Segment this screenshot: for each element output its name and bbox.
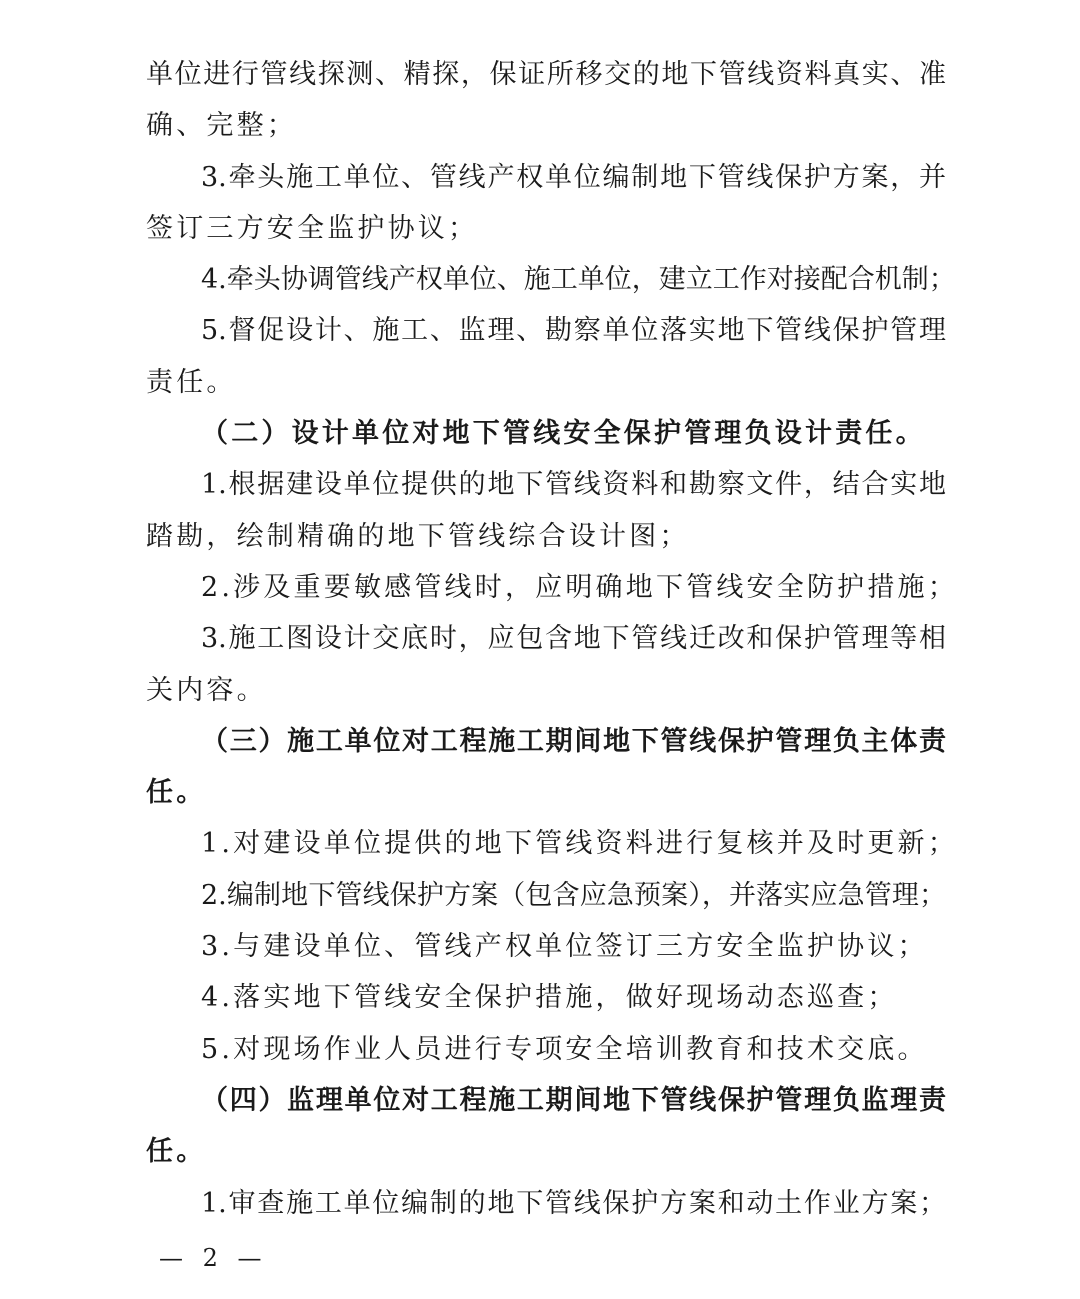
paragraph-line: 签订三方安全监护协议； — [146, 212, 479, 244]
list-item-line: 5.督促设计、施工、监理、勘察单位落实地下管线保护管理 — [201, 315, 946, 347]
list-item-line: 4.牵头协调管线产权单位、施工单位，建立工作对接配合机制； — [201, 264, 956, 296]
section-heading-continuation: 任。 — [146, 1136, 207, 1168]
paragraph-line: 踏勘，绘制精确的地下管线综合设计图； — [146, 520, 690, 552]
list-item-line: 4.落实地下管线安全保护措施，做好现场动态巡查； — [201, 982, 898, 1014]
list-item-line: 1.对建设单位提供的地下管线资料进行复核并及时更新； — [201, 828, 958, 860]
list-item-line: 2.编制地下管线保护方案（包含应急预案），并落实应急管理； — [201, 879, 946, 911]
section-heading-continuation: 任。 — [146, 777, 207, 809]
list-item-line: 3.施工图设计交底时，应包含地下管线迁改和保护管理等相 — [201, 623, 946, 655]
list-item-line: 2.涉及重要敏感管线时，应明确地下管线安全防护措施； — [201, 571, 958, 603]
section-heading: （四）监理单位对工程施工期间地下管线保护管理负监理责 — [201, 1084, 946, 1116]
list-item-line: 3.与建设单位、管线产权单位签订三方安全监护协议； — [201, 931, 928, 963]
section-heading: （三）施工单位对工程施工期间地下管线保护管理负主体责 — [201, 725, 946, 757]
list-item-line: 1.审查施工单位编制的地下管线保护方案和动土作业方案； — [201, 1187, 946, 1219]
list-item-line: 5.对现场作业人员进行专项安全培训教育和技术交底。 — [201, 1033, 928, 1065]
paragraph-line: 确、完整； — [146, 110, 297, 142]
paragraph-line: 单位进行管线探测、精探，保证所移交的地下管线资料真实、准 — [146, 59, 946, 90]
page-number: — 2 — — [159, 1244, 268, 1272]
document-body — [146, 49, 958, 1229]
list-item-line: 1.根据建设单位提供的地下管线资料和勘察文件，结合实地 — [201, 469, 946, 501]
section-heading: （二）设计单位对地下管线安全保护管理负设计责任。 — [201, 418, 926, 450]
paragraph-line: 责任。 — [146, 366, 237, 398]
paragraph-line: 关内容。 — [146, 674, 267, 706]
list-item-line: 3.牵头施工单位、管线产权单位编制地下管线保护方案，并 — [201, 161, 946, 193]
